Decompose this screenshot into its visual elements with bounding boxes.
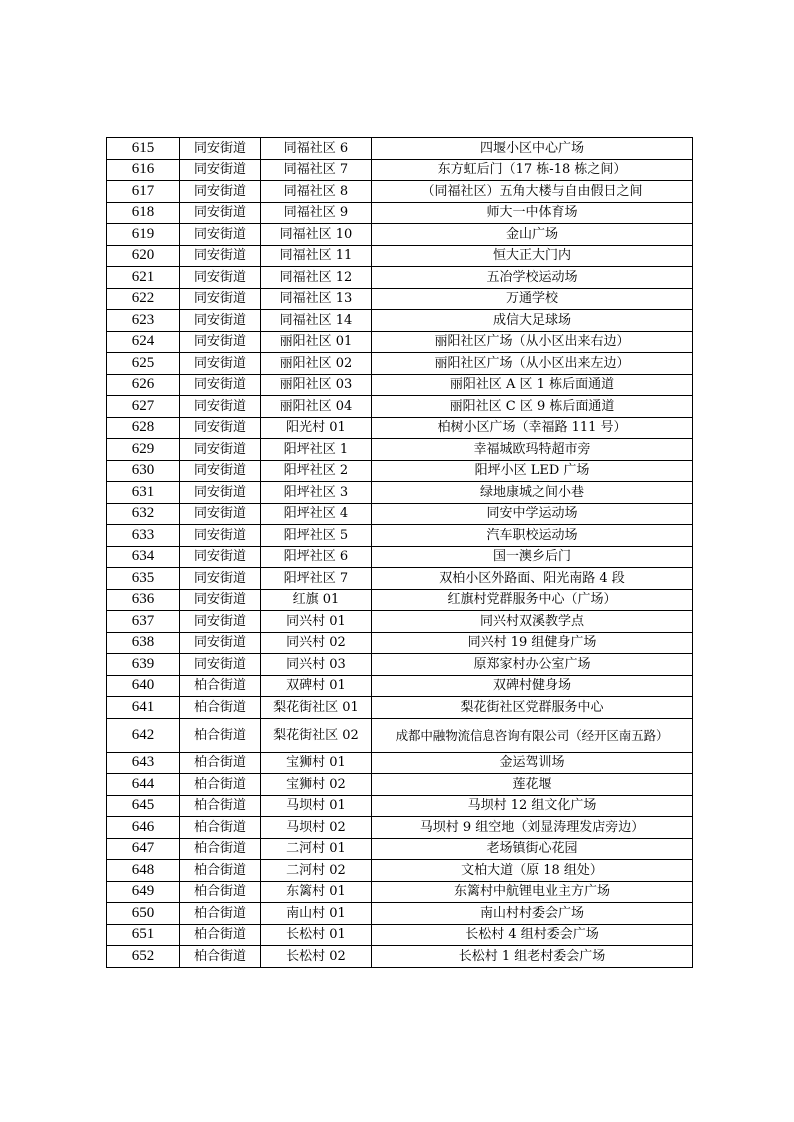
row-number: 630	[107, 460, 180, 482]
table-row	[107, 546, 693, 568]
community-cell: 长松村 01	[261, 924, 372, 946]
table-row	[107, 525, 693, 547]
table-row	[107, 331, 693, 353]
street-cell: 柏合街道	[180, 946, 261, 968]
row-number: 636	[107, 589, 180, 611]
row-number: 635	[107, 568, 180, 590]
location-cell: 同兴村双溪教学点	[372, 611, 693, 633]
row-number: 644	[107, 774, 180, 796]
community-cell: 梨花街社区 02	[261, 718, 372, 752]
community-cell: 丽阳社区 03	[261, 374, 372, 396]
location-cell: 文柏大道（原 18 组处）	[372, 860, 693, 882]
street-cell: 柏合街道	[180, 697, 261, 719]
table-row	[107, 245, 693, 267]
table-row	[107, 654, 693, 676]
table-row	[107, 632, 693, 654]
street-cell: 柏合街道	[180, 752, 261, 774]
row-number: 651	[107, 924, 180, 946]
table-row	[107, 838, 693, 860]
location-cell: 老场镇街心花园	[372, 838, 693, 860]
table-row	[107, 138, 693, 160]
table-row	[107, 881, 693, 903]
community-cell: 同兴村 03	[261, 654, 372, 676]
table-row	[107, 795, 693, 817]
street-cell: 同安街道	[180, 654, 261, 676]
community-cell: 同福社区 10	[261, 224, 372, 246]
location-cell: （同福社区）五角大楼与自由假日之间	[372, 181, 693, 203]
community-cell: 二河村 01	[261, 838, 372, 860]
location-cell: 国一澳乡后门	[372, 546, 693, 568]
community-cell: 阳光村 01	[261, 417, 372, 439]
row-number: 622	[107, 288, 180, 310]
table-row	[107, 159, 693, 181]
community-cell: 同福社区 12	[261, 267, 372, 289]
street-cell: 柏合街道	[180, 675, 261, 697]
table-row	[107, 396, 693, 418]
street-cell: 同安街道	[180, 245, 261, 267]
location-cell: 师大一中体育场	[372, 202, 693, 224]
community-cell: 同福社区 9	[261, 202, 372, 224]
street-cell: 同安街道	[180, 310, 261, 332]
street-cell: 同安街道	[180, 546, 261, 568]
street-cell: 同安街道	[180, 611, 261, 633]
community-cell: 阳坪社区 1	[261, 439, 372, 461]
row-number: 652	[107, 946, 180, 968]
table-row	[107, 439, 693, 461]
street-cell: 柏合街道	[180, 903, 261, 925]
row-number: 621	[107, 267, 180, 289]
location-cell: 绿地康城之间小巷	[372, 482, 693, 504]
street-cell: 同安街道	[180, 460, 261, 482]
street-cell: 柏合街道	[180, 860, 261, 882]
table-row	[107, 752, 693, 774]
location-cell: 金山广场	[372, 224, 693, 246]
street-cell: 同安街道	[180, 374, 261, 396]
location-cell: 双柏小区外路面、阳光南路 4 段	[372, 568, 693, 590]
row-number: 632	[107, 503, 180, 525]
community-cell: 同福社区 11	[261, 245, 372, 267]
location-cell: 马坝村 12 组文化广场	[372, 795, 693, 817]
table-row	[107, 611, 693, 633]
street-cell: 柏合街道	[180, 838, 261, 860]
row-number: 637	[107, 611, 180, 633]
table-row	[107, 310, 693, 332]
community-cell: 同福社区 13	[261, 288, 372, 310]
community-cell: 宝狮村 01	[261, 752, 372, 774]
street-cell: 同安街道	[180, 181, 261, 203]
location-cell: 南山村村委会广场	[372, 903, 693, 925]
community-cell: 阳坪社区 3	[261, 482, 372, 504]
row-number: 623	[107, 310, 180, 332]
location-cell: 四堰小区中心广场	[372, 138, 693, 160]
street-cell: 同安街道	[180, 568, 261, 590]
community-cell: 阳坪社区 2	[261, 460, 372, 482]
table-row	[107, 817, 693, 839]
table-row	[107, 860, 693, 882]
street-cell: 同安街道	[180, 589, 261, 611]
street-cell: 同安街道	[180, 138, 261, 160]
table-row	[107, 903, 693, 925]
community-cell: 同兴村 01	[261, 611, 372, 633]
location-cell: 双碑村健身场	[372, 675, 693, 697]
location-cell: 万通学校	[372, 288, 693, 310]
row-number: 649	[107, 881, 180, 903]
community-cell: 长松村 02	[261, 946, 372, 968]
row-number: 616	[107, 159, 180, 181]
location-cell: 丽阳社区 A 区 1 栋后面通道	[372, 374, 693, 396]
street-cell: 同安街道	[180, 159, 261, 181]
community-cell: 马坝村 01	[261, 795, 372, 817]
row-number: 626	[107, 374, 180, 396]
street-cell: 同安街道	[180, 525, 261, 547]
location-cell: 恒大正大门内	[372, 245, 693, 267]
site-table-body	[107, 138, 693, 968]
table-row	[107, 675, 693, 697]
location-cell: 东方虹后门（17 栋-18 栋之间）	[372, 159, 693, 181]
location-cell: 长松村 4 组村委会广场	[372, 924, 693, 946]
community-cell: 同福社区 8	[261, 181, 372, 203]
table-row	[107, 224, 693, 246]
location-cell: 莲花堰	[372, 774, 693, 796]
row-number: 642	[107, 718, 180, 752]
community-cell: 红旗 01	[261, 589, 372, 611]
street-cell: 柏合街道	[180, 795, 261, 817]
row-number: 641	[107, 697, 180, 719]
street-cell: 同安街道	[180, 439, 261, 461]
row-number: 634	[107, 546, 180, 568]
community-cell: 南山村 01	[261, 903, 372, 925]
row-number: 646	[107, 817, 180, 839]
location-cell: 同安中学运动场	[372, 503, 693, 525]
street-cell: 同安街道	[180, 331, 261, 353]
community-cell: 阳坪社区 7	[261, 568, 372, 590]
location-cell: 长松村 1 组老村委会广场	[372, 946, 693, 968]
table-row	[107, 568, 693, 590]
row-number: 631	[107, 482, 180, 504]
street-cell: 同安街道	[180, 288, 261, 310]
table-row	[107, 181, 693, 203]
row-number: 618	[107, 202, 180, 224]
row-number: 640	[107, 675, 180, 697]
street-cell: 柏合街道	[180, 924, 261, 946]
row-number: 625	[107, 353, 180, 375]
street-cell: 同安街道	[180, 503, 261, 525]
community-cell: 宝狮村 02	[261, 774, 372, 796]
site-table	[106, 137, 693, 968]
row-number: 639	[107, 654, 180, 676]
table-row	[107, 417, 693, 439]
table-row	[107, 718, 693, 752]
street-cell: 柏合街道	[180, 817, 261, 839]
table-row	[107, 924, 693, 946]
street-cell: 同安街道	[180, 202, 261, 224]
community-cell: 丽阳社区 02	[261, 353, 372, 375]
table-row	[107, 353, 693, 375]
community-cell: 东篱村 01	[261, 881, 372, 903]
row-number: 624	[107, 331, 180, 353]
row-number: 619	[107, 224, 180, 246]
location-cell: 金运驾训场	[372, 752, 693, 774]
row-number: 638	[107, 632, 180, 654]
community-cell: 双碑村 01	[261, 675, 372, 697]
row-number: 620	[107, 245, 180, 267]
table-row	[107, 503, 693, 525]
location-cell: 马坝村 9 组空地（刘显涛理发店旁边）	[372, 817, 693, 839]
location-cell: 丽阳社区广场（从小区出来右边）	[372, 331, 693, 353]
table-row	[107, 946, 693, 968]
street-cell: 柏合街道	[180, 881, 261, 903]
row-number: 650	[107, 903, 180, 925]
table-row	[107, 589, 693, 611]
table-row	[107, 697, 693, 719]
location-cell: 五冶学校运动场	[372, 267, 693, 289]
location-cell: 同兴村 19 组健身广场	[372, 632, 693, 654]
community-cell: 阳坪社区 4	[261, 503, 372, 525]
community-cell: 二河村 02	[261, 860, 372, 882]
row-number: 628	[107, 417, 180, 439]
street-cell: 同安街道	[180, 482, 261, 504]
table-row	[107, 267, 693, 289]
location-cell: 汽车职校运动场	[372, 525, 693, 547]
table-row	[107, 774, 693, 796]
community-cell: 同兴村 02	[261, 632, 372, 654]
location-cell: 阳坪小区 LED 广场	[372, 460, 693, 482]
community-cell: 同福社区 7	[261, 159, 372, 181]
community-cell: 同福社区 6	[261, 138, 372, 160]
location-cell: 原郑家村办公室广场	[372, 654, 693, 676]
location-cell: 梨花街社区党群服务中心	[372, 697, 693, 719]
community-cell: 梨花街社区 01	[261, 697, 372, 719]
row-number: 633	[107, 525, 180, 547]
row-number: 617	[107, 181, 180, 203]
row-number: 647	[107, 838, 180, 860]
community-cell: 丽阳社区 01	[261, 331, 372, 353]
street-cell: 同安街道	[180, 353, 261, 375]
community-cell: 丽阳社区 04	[261, 396, 372, 418]
row-number: 629	[107, 439, 180, 461]
table-row	[107, 460, 693, 482]
community-cell: 同福社区 14	[261, 310, 372, 332]
location-cell: 成都中融物流信息咨询有限公司（经开区南五路）	[372, 718, 693, 752]
location-cell: 丽阳社区 C 区 9 栋后面通道	[372, 396, 693, 418]
community-cell: 阳坪社区 5	[261, 525, 372, 547]
street-cell: 同安街道	[180, 417, 261, 439]
table-row	[107, 374, 693, 396]
street-cell: 同安街道	[180, 396, 261, 418]
street-cell: 柏合街道	[180, 718, 261, 752]
community-cell: 阳坪社区 6	[261, 546, 372, 568]
community-cell: 马坝村 02	[261, 817, 372, 839]
row-number: 643	[107, 752, 180, 774]
row-number: 615	[107, 138, 180, 160]
location-cell: 柏树小区广场（幸福路 111 号）	[372, 417, 693, 439]
location-cell: 幸福城欧玛特超市旁	[372, 439, 693, 461]
street-cell: 同安街道	[180, 224, 261, 246]
row-number: 627	[107, 396, 180, 418]
street-cell: 柏合街道	[180, 774, 261, 796]
row-number: 645	[107, 795, 180, 817]
location-cell: 东篱村中航锂电业主方广场	[372, 881, 693, 903]
table-row	[107, 482, 693, 504]
row-number: 648	[107, 860, 180, 882]
table-row	[107, 288, 693, 310]
street-cell: 同安街道	[180, 632, 261, 654]
street-cell: 同安街道	[180, 267, 261, 289]
location-cell: 成信大足球场	[372, 310, 693, 332]
location-cell: 丽阳社区广场（从小区出来左边）	[372, 353, 693, 375]
table-row	[107, 202, 693, 224]
location-cell: 红旗村党群服务中心（广场）	[372, 589, 693, 611]
